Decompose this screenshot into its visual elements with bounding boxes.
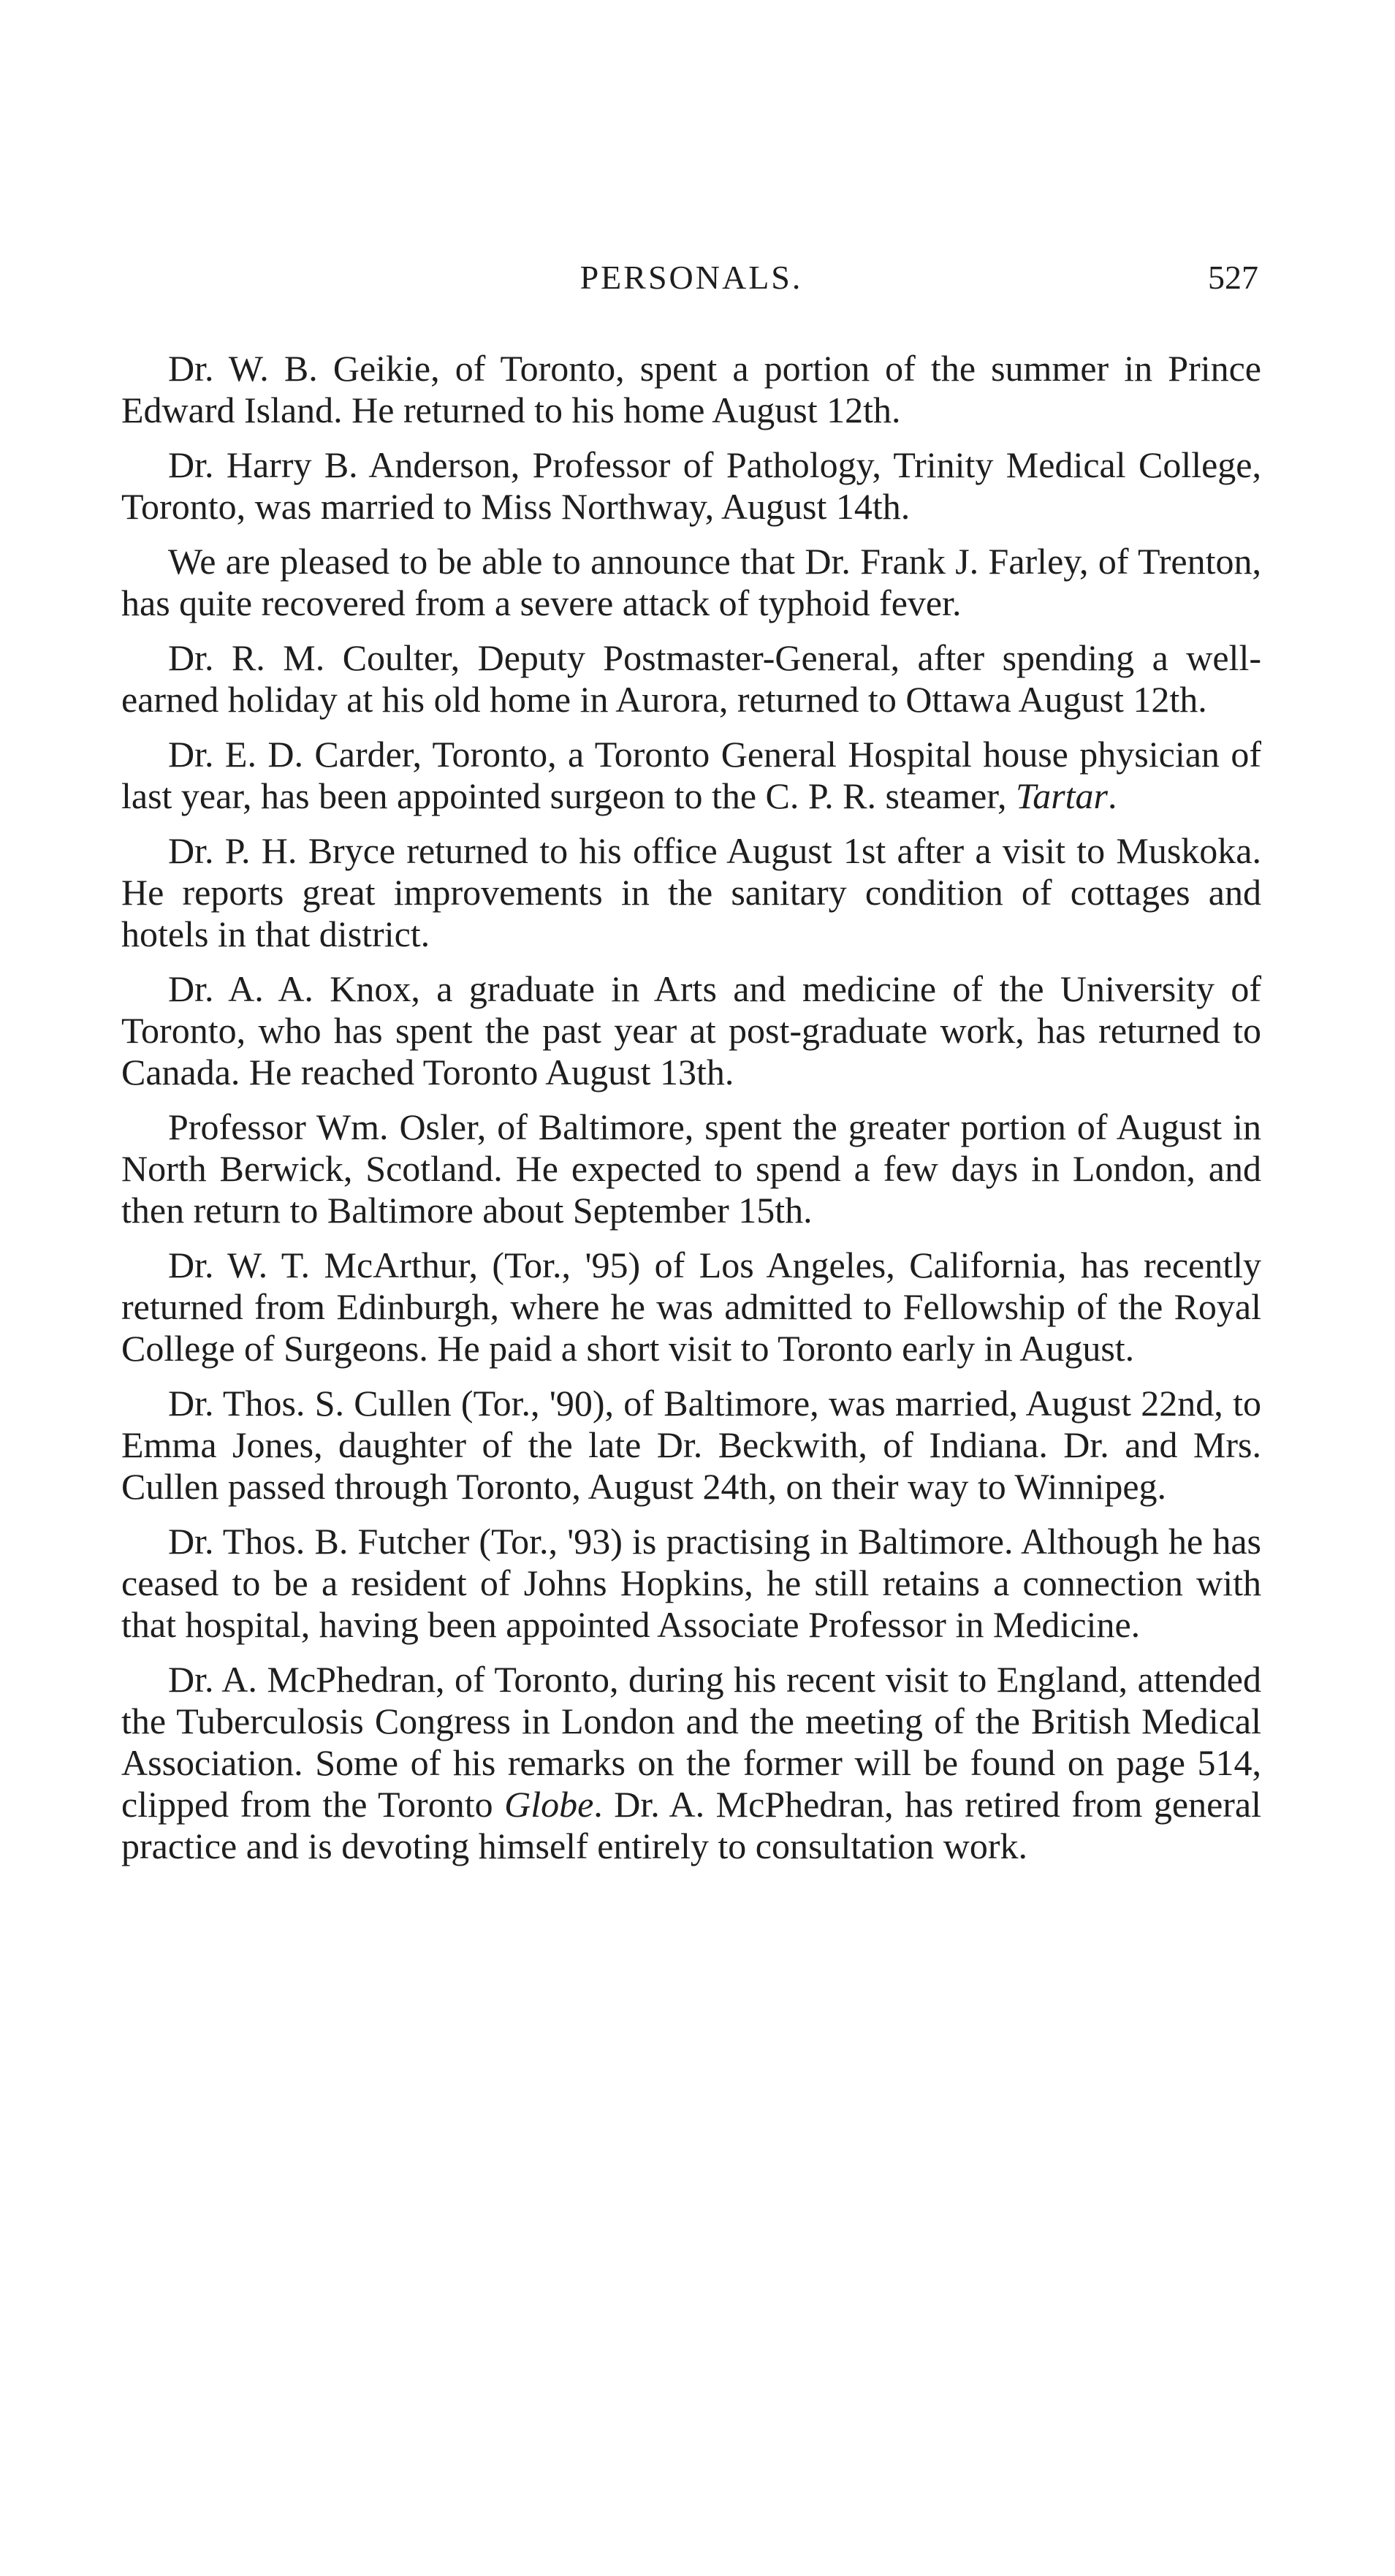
paragraph-text: . Dr. A. McPhedran, has retired from general practice and is devoting himself entirely to consultation work. [121,1784,1261,1866]
paragraph-text: Dr. E. D. Carder, Toronto, a Toronto General Hospital house physician of last year, has been appointed surgeon to the C. P. R. steamer, [121,734,1261,816]
paragraph-carder [121,734,1261,817]
paragraph-coulter: Dr. R. M. Coulter, Deputy Postmaster-General, after spending a well-earned holiday at his old home in Aurora, returned to Ottawa August 12th. [121,637,1261,720]
paragraph-osler: Professor Wm. Osler, of Baltimore, spent the greater portion of August in North Berwick, Scotland. He expected to spend a few days in London, and then return to Baltimore about September 15th. [121,1106,1261,1231]
paragraph-text: . [1108,775,1117,816]
paragraph-knox: Dr. A. A. Knox, a graduate in Arts and medicine of the University of Toronto, who has spent the past year at post-graduate work, has returned to Canada. He reached Toronto August 13th. [121,968,1261,1093]
page-number: 527 [1208,259,1258,296]
paragraph-farley: We are pleased to be able to announce that Dr. Frank J. Farley, of Trenton, has quite recovered from a severe attack of typhoid fever. [121,541,1261,623]
paragraph-futcher: Dr. Thos. B. Futcher (Tor., '93) is practising in Baltimore. Although he has ceased to be a resident of Johns Hopkins, he still retains a connection with that hospital, having been appointed Associate Professor in Medicine. [121,1521,1261,1645]
newspaper-name: Globe [504,1784,594,1825]
paragraph-anderson: Dr. Harry B. Anderson, Professor of Pathology, Trinity Medical College, Toronto, was married to Miss Northway, August 14th. [121,444,1261,527]
running-title: PERSONALS. [579,259,803,296]
ship-name: Tartar [1015,775,1109,816]
paragraph-text: Dr. A. McPhedran, of Toronto, during his recent visit to England, attended the Tuberculosis Congress in London and the meeting of the British Medical Association. Some of his remarks on the former will be found on page 514, clipped from the Toronto [121,1659,1261,1825]
document-page [121,256,1261,1880]
paragraph-bryce: Dr. P. H. Bryce returned to his office August 1st after a visit to Muskoka. He reports great improvements in the sanitary condition of cottages and hotels in that district. [121,830,1261,954]
paragraph-mcphedran [121,1659,1261,1867]
paragraph-mcarthur: Dr. W. T. McArthur, (Tor., '95) of Los Angeles, California, has recently returned from Edinburgh, where he was admitted to Fellowship of the Royal College of Surgeons. He paid a short visit to Toronto early in August. [121,1245,1261,1369]
paragraph-cullen: Dr. Thos. S. Cullen (Tor., '90), of Baltimore, was married, August 22nd, to Emma Jones, daughter of the late Dr. Beckwith, of Indiana. Dr. and Mrs. Cullen passed through Toronto, August 24th, on their way to Winnipeg. [121,1383,1261,1507]
paragraph-geikie: Dr. W. B. Geikie, of Toronto, spent a portion of the summer in Prince Edward Island. He returned to his home August 12th. [121,348,1261,430]
article-body [121,348,1261,1867]
page-header [121,256,1261,322]
